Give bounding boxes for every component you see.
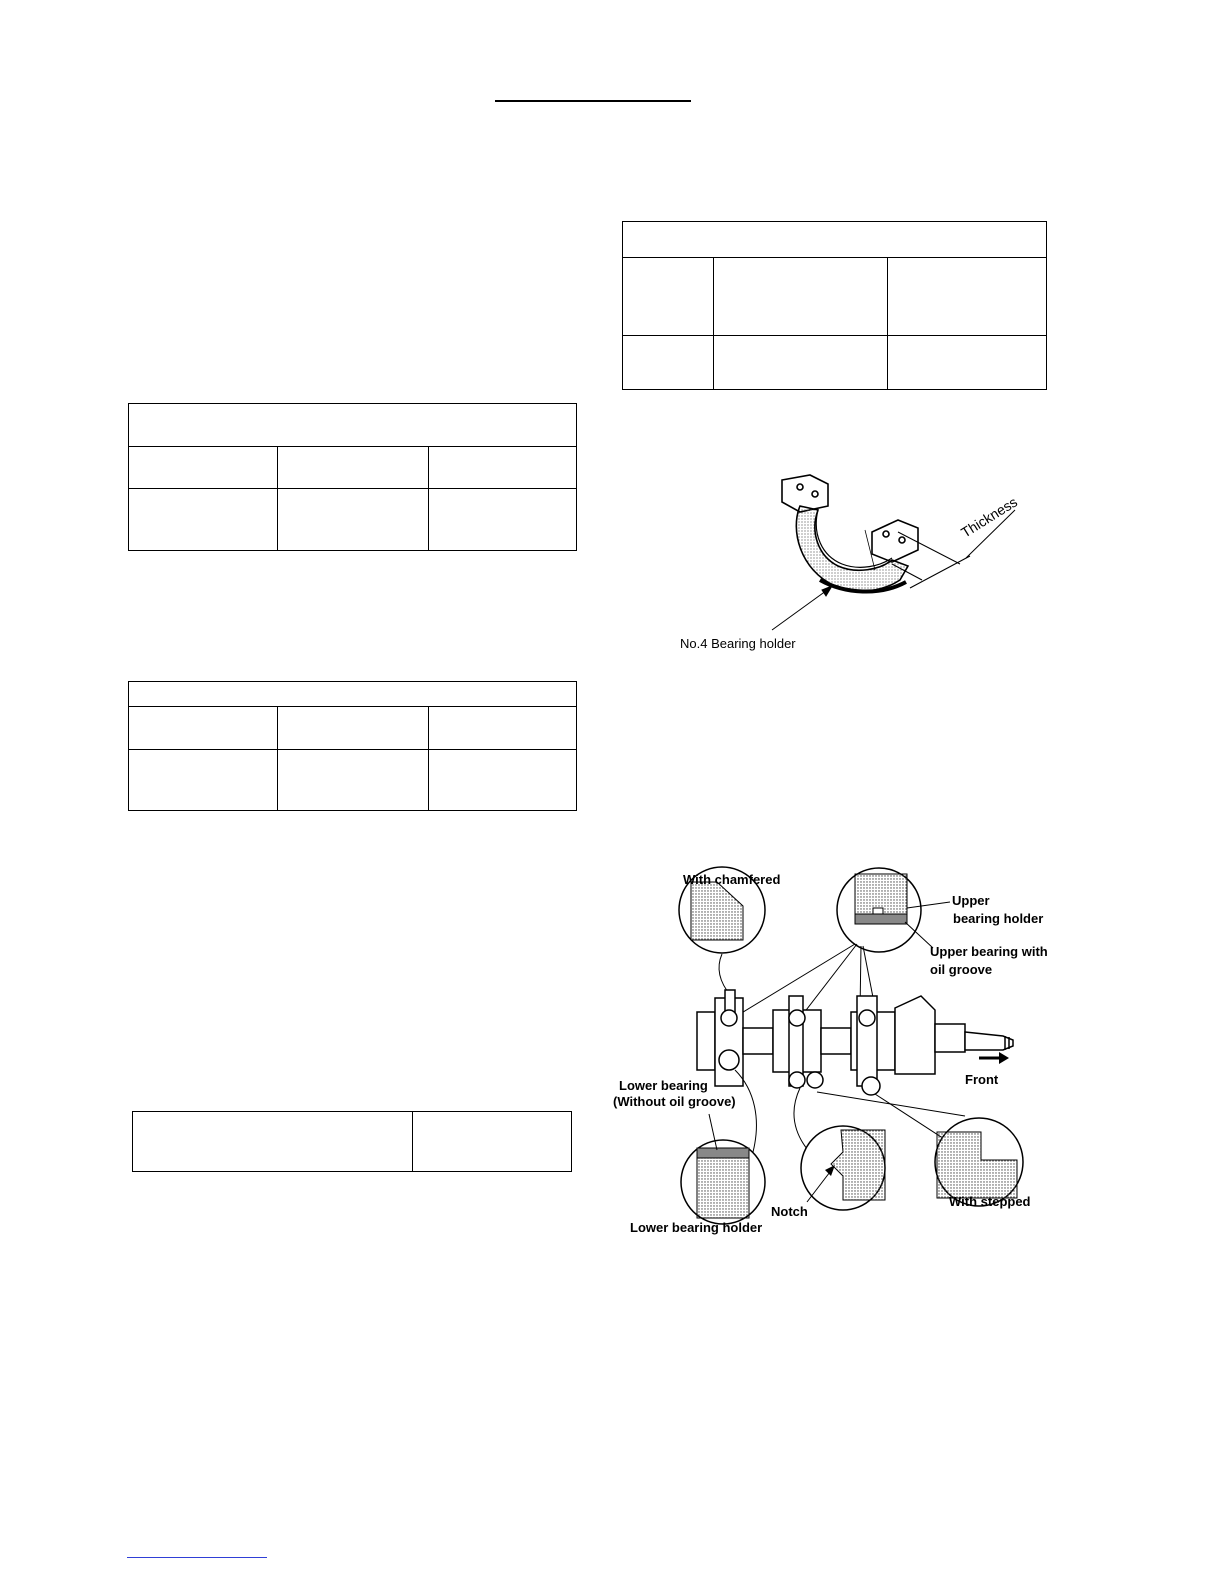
notch-detail-circle (801, 1126, 885, 1210)
upper-holder-label-2: bearing holder (953, 911, 1044, 926)
front-label: Front (965, 1072, 999, 1087)
table-d-cell (623, 336, 714, 390)
table-a-header (129, 404, 577, 447)
lower-holder-detail-circle (681, 1140, 765, 1224)
table-a-cell (278, 447, 429, 489)
bearing-holder-label: No.4 Bearing holder (680, 636, 796, 651)
table-d (622, 221, 1047, 390)
table-a-cell (429, 447, 577, 489)
table-b-header (129, 682, 577, 707)
table-c-cell (413, 1112, 572, 1172)
table-d-header (623, 222, 1047, 258)
table-a-cell (429, 489, 577, 551)
table-b (128, 681, 577, 811)
table-c (132, 1111, 572, 1172)
front-arrow (979, 1052, 1009, 1064)
title-underline (495, 100, 691, 102)
table-d-cell (888, 336, 1047, 390)
crankshaft-bearing-figure (605, 860, 1065, 1240)
upper-bearing-label-2: oil groove (930, 962, 993, 977)
table-d-cell (714, 336, 888, 390)
table-d-cell (888, 258, 1047, 336)
table-c-cell (133, 1112, 413, 1172)
footer-link-underline[interactable] (127, 1557, 267, 1558)
notch-label: Notch (771, 1204, 808, 1219)
holder-leader-arrow (772, 586, 832, 630)
table-a-cell (129, 447, 278, 489)
table-b-cell (429, 750, 577, 811)
bearing-holder-drawing (782, 475, 918, 592)
thickness-label: Thickness (958, 493, 1021, 541)
table-a (128, 403, 577, 551)
lower-holder-label: Lower bearing holder (630, 1220, 763, 1235)
bearing-holder-figure (660, 470, 1040, 660)
upper-holder-label-1: Upper (952, 893, 990, 908)
table-b-cell (278, 750, 429, 811)
table-a-cell (278, 489, 429, 551)
table-b-cell (129, 750, 278, 811)
table-a-cell (129, 489, 278, 551)
table-d-cell (623, 258, 714, 336)
upper-holder-detail-circle (837, 868, 921, 952)
stepped-label: With stepped (949, 1194, 1031, 1209)
table-b-cell (278, 707, 429, 750)
upper-bearing-label-1: Upper bearing with (930, 944, 1048, 959)
lower-bearing-label-2: (Without oil groove) (613, 1094, 736, 1109)
lower-bearing-label-1: Lower bearing (619, 1078, 708, 1093)
stepped-detail-circle (935, 1118, 1023, 1206)
chamfered-label: With chamfered (683, 872, 781, 887)
table-b-cell (429, 707, 577, 750)
table-d-cell (714, 258, 888, 336)
table-b-cell (129, 707, 278, 750)
